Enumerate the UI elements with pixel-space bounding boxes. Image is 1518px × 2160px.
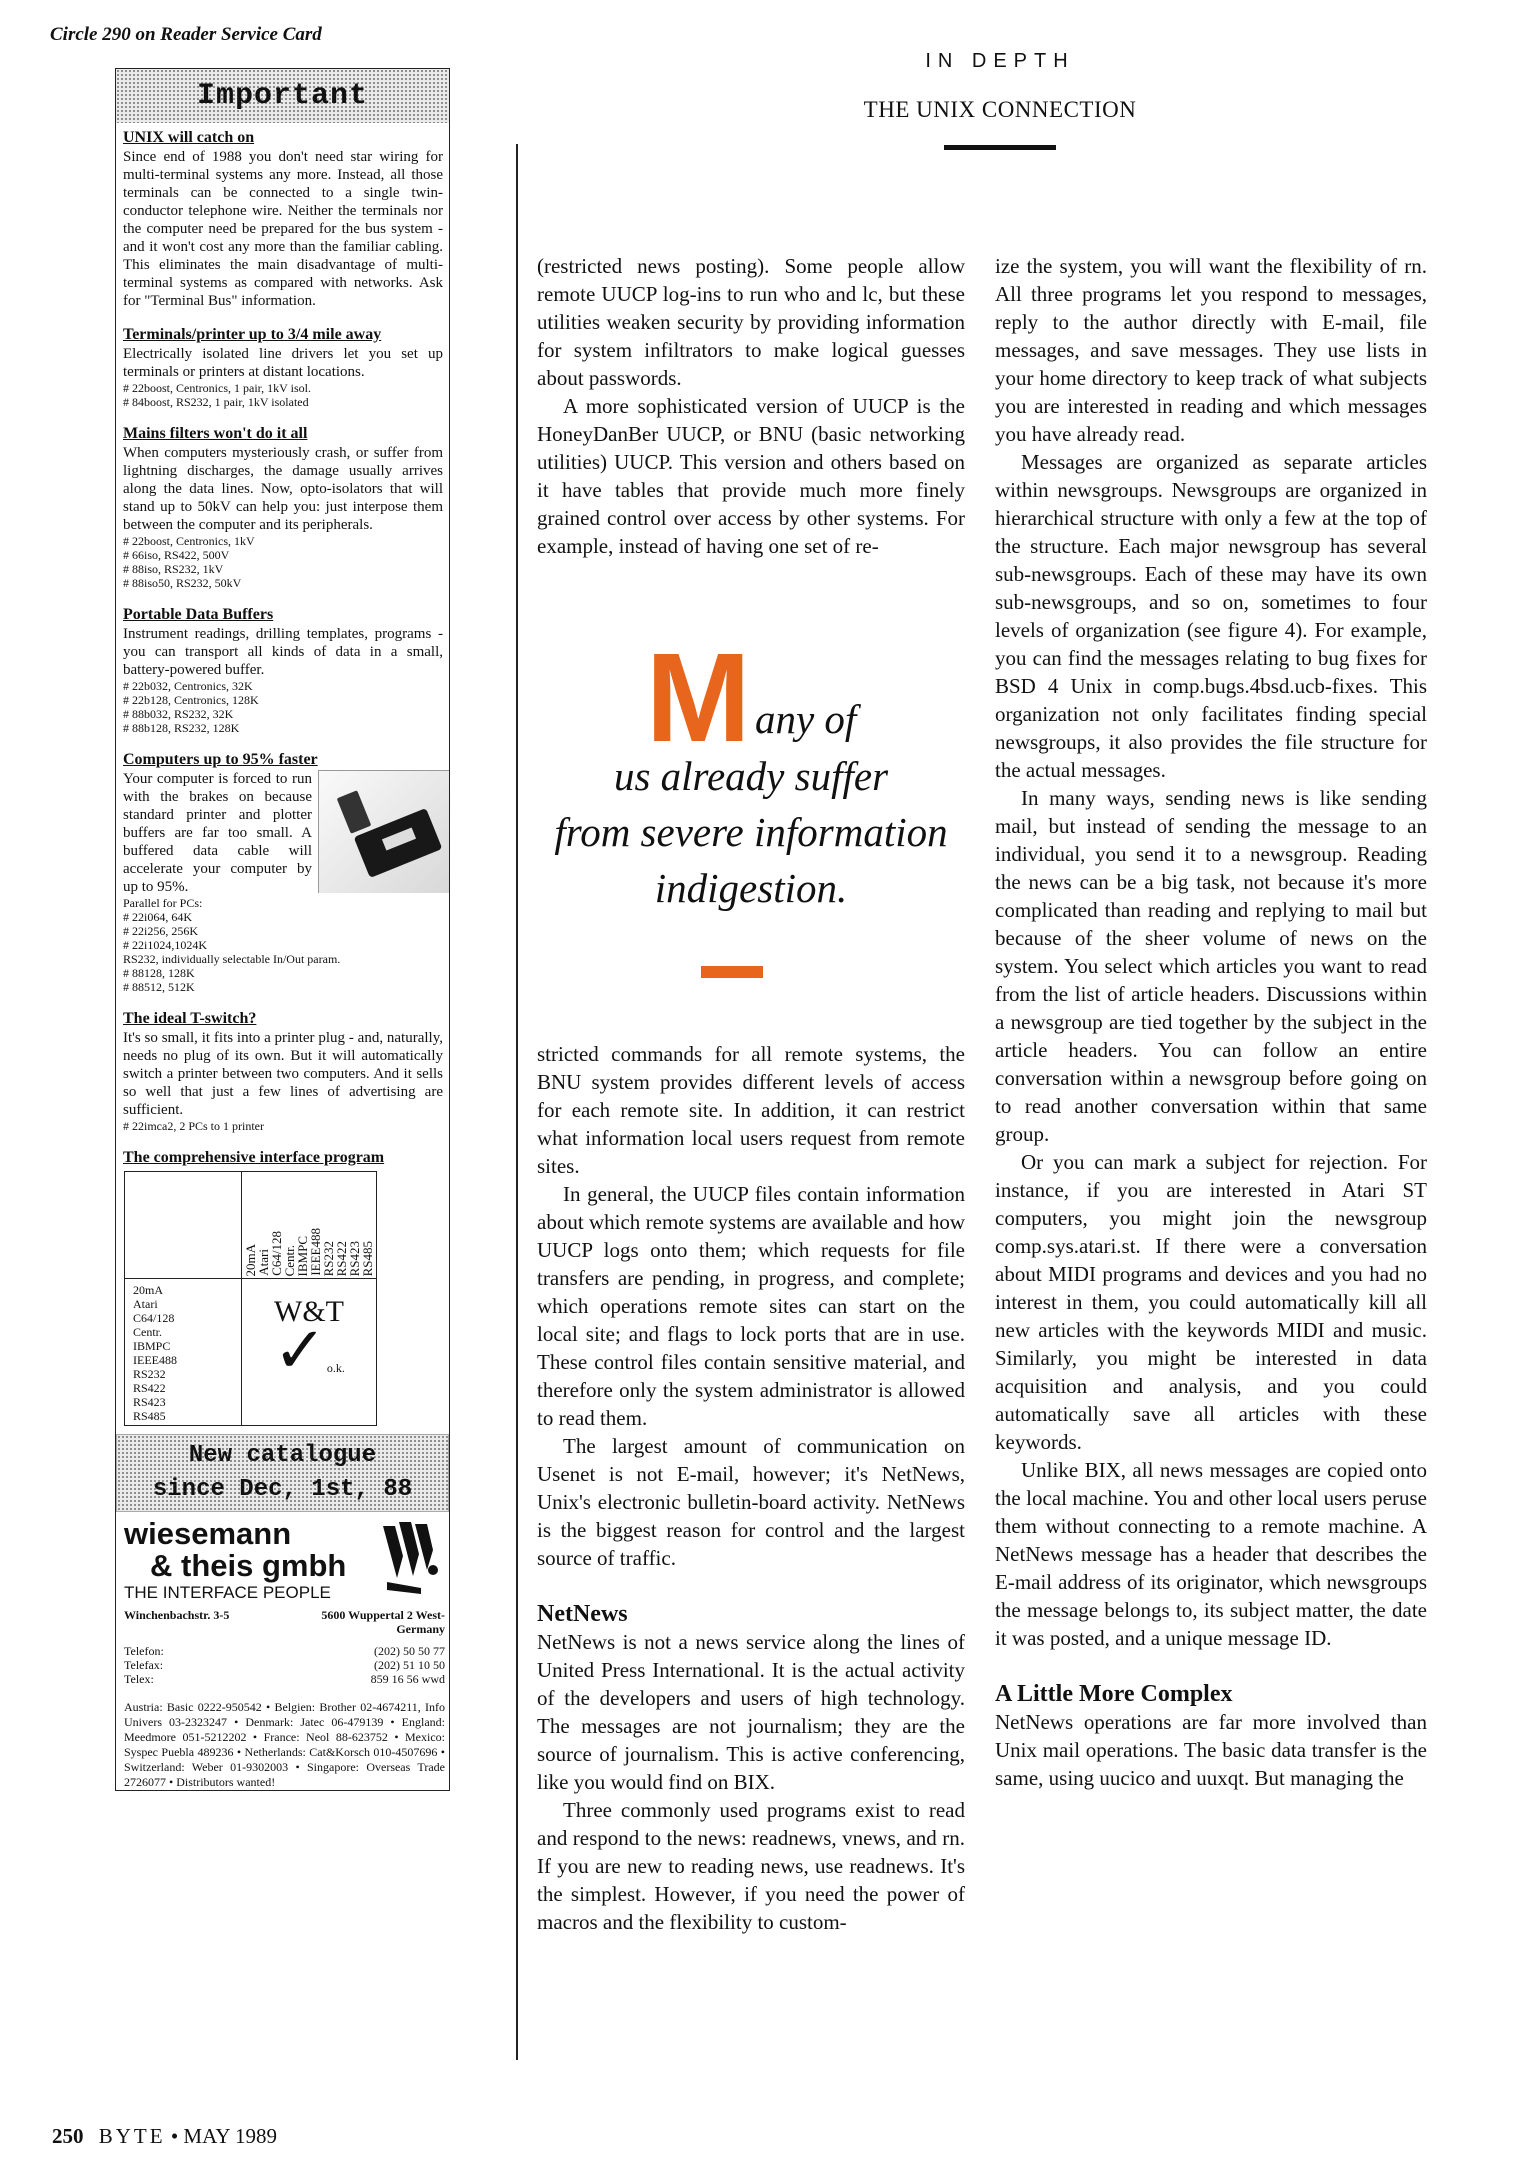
contact-value: (202) 50 50 77 [374, 1644, 445, 1658]
grid-column-label: RS232 [321, 1240, 336, 1276]
grid-column-label: C64/128 [269, 1231, 284, 1276]
ad-spec-line: # 22i256, 256K [123, 924, 198, 938]
ad-spec-line: # 22b128, Centronics, 128K [123, 693, 259, 707]
ad-section-body: Electrically isolated line drivers let you set up terminals or printers at distant locations. [123, 346, 443, 380]
grid-brand: W&T [274, 1295, 344, 1328]
company-name-1: wiesemann [124, 1516, 292, 1551]
page-number: 250 [52, 2124, 84, 2148]
grid-column-label: RS422 [334, 1240, 349, 1276]
grid-ok-label: o.k. [326, 1361, 345, 1375]
contact-label: Telefon: [124, 1644, 164, 1658]
ad-spec-line: Parallel for PCs: [123, 896, 203, 910]
ad-section-body: Since end of 1988 you don't need star wiring for multi-terminal systems any more. Instead, all those terminals can be connected to a single twin-conductor telephone wire. Neither the terminals nor the computer need be prepared for the bus system - and it won't cost any more than the familiar cabling. This eliminates the main disadvantage of multi-terminal systems as compared with networks. Ask for "Terminal Bus" information. [123, 149, 443, 309]
pull-quote [537, 627, 965, 916]
article-column-1-top [537, 252, 965, 560]
pull-quote-bar [701, 966, 763, 978]
section-title: THE UNIX CONNECTION [863, 97, 1137, 122]
grid-row-label: Atari [133, 1297, 158, 1311]
address-street: Winchenbachstr. 3-5 [124, 1608, 230, 1622]
product-photo [318, 770, 449, 893]
contact-value: (202) 51 10 50 [374, 1658, 445, 1672]
ad-section-heading: The comprehensive interface program [123, 1149, 385, 1166]
article-paragraph: A more sophisticated version of UUCP is the HoneyDanBer UUCP, or BNU (basic networking utilities) UUCP. This version and others based on it have tables that provide much more finely grained control over access by other systems. For example, instead of having one set of re- [537, 394, 965, 558]
ad-spec-line: # 22i064, 64K [123, 910, 192, 924]
grid-row-label: 20mA [133, 1283, 163, 1297]
article-column-2 [995, 252, 1427, 1792]
contact-label: Telex: [124, 1672, 154, 1686]
distributors: Austria: Basic 0222-950542 • Belgien: Brother 02-4674211, Info Univers 03-2323247 • Denmark: Jatec 06-479139 • England: Meedmore 051-5212202 • France: Neol 88-623752 • Mexico: Syspec Puebla 489236 • Netherlands: Cat&Korsch 010-4507696 • Switzerland: Weber 01-9302003 • Singapore: Overseas Trade 2726077 • Distributors wanted! [124, 1700, 445, 1789]
grid-row-label: RS232 [133, 1367, 166, 1381]
column-divider [516, 144, 518, 2060]
ad-spec-line: # 88iso50, RS232, 50kV [123, 576, 242, 590]
company-logo-icon [381, 1520, 439, 1594]
grid-row-label: IEEE488 [133, 1353, 177, 1367]
ad-section-heading: Mains filters won't do it all [123, 425, 308, 442]
grid-row-label: Centr. [133, 1325, 162, 1339]
grid-row-label: RS423 [133, 1395, 166, 1409]
ad-spec-line: # 88iso, RS232, 1kV [123, 562, 224, 576]
pull-quote-line4: indigestion. [654, 865, 848, 911]
pull-quote-line1: any of [754, 696, 857, 742]
pull-quote-initial: M [645, 627, 745, 768]
ad-section-body: When computers mysteriously crash, or suffer from lightning discharges, the damage usually arrives along the data lines. Now, opto-isolators that will stand up to 50kV can help you: just interpose them between the computer and its peripherals. [123, 445, 443, 533]
grid-column-label: IBMPC [295, 1235, 310, 1276]
pull-quote-line3: from severe information [554, 809, 948, 855]
reader-service-note: Circle 290 on Reader Service Card [50, 24, 322, 45]
article-paragraph: Messages are organized as separate articles within newsgroups. Newsgroups are organized in hierarchical structure with only a few at the top of the structure. Each major newsgroup has several sub-newsgroups. Each of these may have its own sub-newsgroups, and so on, sometimes to four levels of organization (see figure 4). For example, you can find the messages relating to bug fixes for BSD 4 Unix in comp.bugs.4bsd.ucb-fixes. This organization not only facilitates finding special newsgroups, it also provides the file structure for the actual messages. [995, 450, 1427, 782]
address-city: 5600 Wuppertal 2 West-Germany [321, 1608, 445, 1636]
ad-section-heading: UNIX will catch on [123, 129, 255, 146]
ad-body [116, 123, 449, 1426]
ad-section-heading: Computers up to 95% faster [123, 751, 318, 768]
magazine-name: BYTE [98, 2124, 166, 2148]
ad-spec-line: # 22b032, Centronics, 32K [123, 679, 253, 693]
ad-spec-line: # 84boost, RS232, 1 pair, 1kV isolated [123, 395, 309, 409]
pull-quote-line2: us already suffer [613, 753, 889, 799]
ad-section-heading: Terminals/printer up to 3/4 mile away [123, 326, 382, 343]
company-name-2: & theis gmbh [150, 1548, 347, 1583]
ad-spec-line: # 22boost, Centronics, 1 pair, 1kV isol. [123, 381, 311, 395]
advertisement [115, 68, 450, 2050]
grid-row-label: RS485 [133, 1409, 166, 1423]
interface-grid [124, 1171, 377, 1426]
company-block [116, 1512, 449, 1790]
ad-spec-line: # 88128, 128K [123, 966, 195, 980]
grid-row-labels [125, 1279, 241, 1425]
ad-spec-line: # 22imca2, 2 PCs to 1 printer [123, 1119, 264, 1133]
grid-row-label: RS422 [133, 1381, 166, 1395]
contact-label: Telefax: [124, 1658, 164, 1672]
article-column-1-bottom [537, 1040, 965, 1936]
grid-column-label: Atari [256, 1249, 271, 1276]
ad-section-body: Instrument readings, drilling templates, programs - you can transport all kinds of data in a small, battery-powered buffer. [123, 626, 443, 678]
company-tagline: THE INTERFACE PEOPLE [124, 1583, 331, 1602]
article-paragraph: NetNews operations are far more involved than Unix mail operations. The basic data transfer is the same, using uucico and uuxqt. But managing the [995, 1710, 1427, 1790]
article-paragraph: In general, the UUCP files contain information about which remote systems are available and how UUCP logs onto them; which requests for file transfers are pending, in progress, and complete; which operations remote sites can start on the local site; and flags to lock ports that are in use. These control files contain sensitive material, and therefore only the system administrator is allowed to read them. [537, 1182, 965, 1430]
article-paragraph: In many ways, sending news is like sending mail, but instead of sending the message to an individual, you send it to a newsgroup. Reading the news can be a big task, not because it's more complicated than reading and replying to mail but because of the sheer volume of news on the system. You select which articles you want to read from the list of article headers. Discussions within a newsgroup are tied together by the subject in the article headers. You can follow an entire conversation within a newsgroup before going on to read another conversation within that same group. [995, 786, 1427, 1146]
ad-spec-line: # 66iso, RS422, 500V [123, 548, 230, 562]
issue-date: • MAY 1989 [170, 2124, 277, 2148]
article-paragraph: ize the system, you will want the flexibility of rn. All three programs let you respond to messages, reply to the author directly with E-mail, file messages, and save messages. They use lists in your home directory to keep track of what subjects you are interested in reading and which messages you have already read. [995, 254, 1427, 446]
page-footer [52, 2124, 277, 2149]
ad-spec-line: # 88b128, RS232, 128K [123, 721, 240, 735]
checkmark-icon: ✓o.k. [273, 1315, 345, 1386]
grid-column-label: IEEE488 [308, 1228, 323, 1276]
grid-row-label: IBMPC [133, 1339, 171, 1353]
section-kicker: IN DEPTH [925, 50, 1075, 72]
grid-column-label: Centr. [282, 1244, 297, 1276]
ad-spec-line: # 22i1024,1024K [123, 938, 207, 952]
article-paragraph: The largest amount of communication on Usenet is not E-mail, however; it's NetNews, Unix's electronic bulletin-board activity. NetNews is the biggest reason for control and the largest source of traffic. [537, 1434, 965, 1570]
heading-little-more-complex: A Little More Complex [995, 1681, 1233, 1707]
ad-spec-line: # 88512, 512K [123, 980, 195, 994]
article-paragraph: Or you can mark a subject for rejection. For instance, if you are interested in Atari ST computers, you might join the newsgroup comp.sys.atari.st. If there were a conversation about MIDI programs and devices and you had no interest in them, you could automatically kill all new articles with the keywords MIDI and music. Similarly, you might be interested in data acquisition and analysis, and you could automatically save all articles with these keywords. [995, 1150, 1427, 1454]
contact-block [124, 1644, 445, 1686]
catalogue-line2: since Dec, 1st, 88 [152, 1476, 413, 1503]
article-paragraph: (restricted news posting). Some people allow remote UUCP log-ins to run who and lc, but these utilities weaken security by providing information for system infiltrators to make logical guesses about passwords. [537, 254, 965, 390]
grid-column-label: RS485 [360, 1240, 375, 1276]
grid-column-labels [242, 1172, 376, 1278]
grid-column-label: 20mA [243, 1243, 258, 1276]
header-rule [944, 145, 1056, 150]
contact-value: 859 16 56 wwd [370, 1672, 445, 1686]
catalogue-line1: New catalogue [188, 1442, 377, 1469]
ad-section-heading: Portable Data Buffers [123, 606, 274, 623]
article-paragraph: Three commonly used programs exist to read and respond to the news: readnews, vnews, and rn. If you are new to reading news, use readnews. It's the simplest. However, if you need the power of macros and the flexibility to custom- [537, 1798, 965, 1934]
grid-column-label: RS423 [347, 1240, 362, 1276]
article-paragraph: Unlike BIX, all news messages are copied onto the local machine. You and other local users peruse them without connecting to a remote machine. A NetNews message has a header that describes the E-mail address of its originator, which newsgroups the message belongs to, its subject matter, the date it was posted, and a unique message ID. [995, 1458, 1427, 1650]
ad-spec-line: RS232, individually selectable In/Out param. [123, 952, 341, 966]
catalogue-banner [116, 1434, 449, 1512]
ad-section-body: Your computer is forced to run with the brakes on because standard printer and plotter buffers are far too small. A buffered data cable will accelerate your computer by up to 95%. [123, 771, 312, 895]
ad-title: Important [116, 69, 449, 123]
ad-spec-line: # 88b032, RS232, 32K [123, 707, 234, 721]
heading-netnews: NetNews [537, 1601, 628, 1627]
grid-row-label: C64/128 [133, 1311, 175, 1325]
ad-section-heading: The ideal T-switch? [123, 1010, 257, 1027]
article-paragraph: NetNews is not a news service along the lines of United Press International. It is the actual activity of the developers and users of high technology. The messages are not journalism; they are the source of journalism. This is active conferencing, like you would find on BIX. [537, 1630, 965, 1794]
ad-section-body: It's so small, it fits into a printer plug - and, naturally, needs no plug of its own. But it will automatically switch a printer between two computers. And it sells so well that just a few lines of advertising are sufficient. [123, 1030, 443, 1118]
ad-spec-line: # 22boost, Centronics, 1kV [123, 534, 255, 548]
article-paragraph: stricted commands for all remote systems, the BNU system provides different levels of access for each remote site. In addition, it can restrict what information local users request from remote sites. [537, 1042, 965, 1178]
